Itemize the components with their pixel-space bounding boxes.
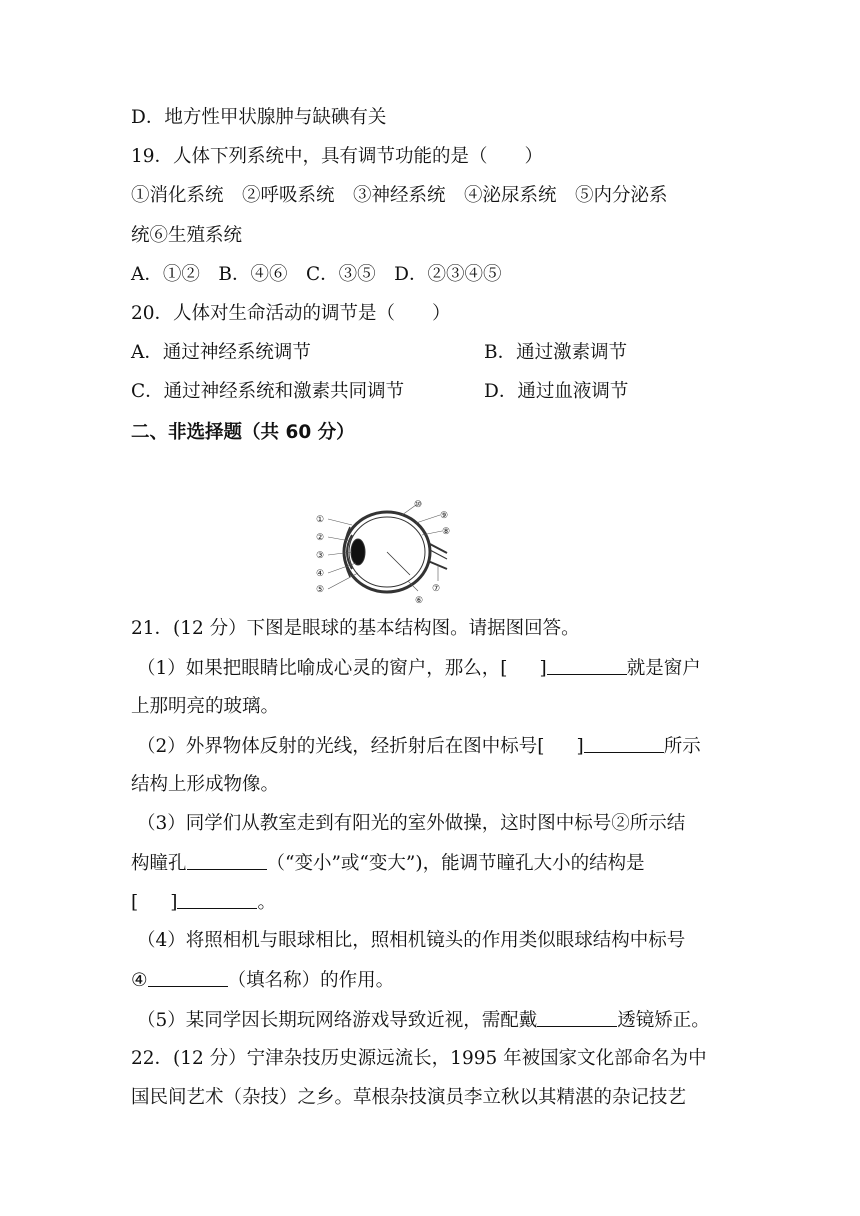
q21-part1-text-pre: （1）如果把眼睛比喻成心灵的窗户，那么，[ [137, 658, 508, 679]
q20-option-c: C．通过神经系统和激素共同调节 [131, 381, 405, 402]
period: 。 [257, 892, 276, 913]
label-5: ⑤ [316, 585, 325, 595]
q19-items-line1: ①消化系统 ②呼吸系统 ③神经系统 ④泌尿系统 ⑤内分泌系 [131, 185, 668, 206]
q21-part5-line [137, 1008, 710, 1033]
q21-part3-line2 [131, 851, 645, 876]
q21-part5-text-post: 透镜矫正。 [617, 1010, 710, 1031]
q21-part2-text-pre: （2）外界物体反射的光线，经折射后在图中标号[ [137, 736, 545, 757]
q20-stem: 20．人体对生命活动的调节是（ ） [131, 303, 451, 324]
label-4: ④ [316, 569, 325, 579]
q20-option-d: D．通过血液调节 [484, 381, 629, 402]
answer-blank[interactable] [177, 890, 257, 909]
q21-stem: 21．(12 分）下图是眼球的基本结构图。请据图回答。 [131, 618, 580, 639]
q19-stem: 19．人体下列系统中，具有调节功能的是（ ） [131, 146, 544, 167]
label-9: ⑨ [440, 511, 449, 521]
label-1: ① [316, 515, 325, 525]
bracket-close: ] [539, 658, 547, 679]
answer-blank[interactable] [584, 734, 664, 753]
q21-part4-line2 [131, 968, 394, 993]
label-6: ⑥ [415, 596, 424, 606]
q21-part2-line2: 结构上形成物像。 [131, 774, 280, 795]
q21-part1-line1 [137, 656, 701, 681]
eyeball-outline-icon [344, 512, 447, 592]
q21-part3-text-pre: 构瞳孔 [131, 853, 187, 874]
q21-part3-line3 [131, 890, 276, 915]
q21-part4-line1: （4）将照相机与眼球相比，照相机镜头的作用类似眼球结构中标号 [137, 930, 686, 951]
answer-blank[interactable] [537, 1008, 617, 1027]
q21-part1-text-post: 就是窗户 [626, 658, 701, 679]
label-10: ⑩ [414, 500, 423, 510]
q22-line2: 国民间艺术（杂技）之乡。草根杂技演员李立秋以其精湛的杂记技艺 [131, 1087, 687, 1108]
q21-part2-text-post: 所示 [663, 736, 701, 757]
section-heading: 二、非选择题（共 60 分） [131, 422, 355, 443]
q21-part3-line1: （3）同学们从教室走到有阳光的室外做操，这时图中标号②所示结 [137, 813, 686, 834]
q20-option-b: B．通过激素调节 [484, 342, 628, 363]
label-3: ③ [316, 551, 325, 561]
q21-part2-line1 [137, 734, 701, 759]
q21-part4-text-pre: ④ [131, 970, 148, 991]
q21-part4-text-post: （填名称）的作用。 [227, 970, 395, 991]
q18-option-d: D．地方性甲状腺肿与缺碘有关 [131, 107, 387, 128]
label-2: ② [316, 533, 325, 543]
bracket-close: ] [576, 736, 584, 757]
q21-part3-text-post: （“变小”或“变大”)，能调节瞳孔大小的结构是 [266, 853, 645, 874]
label-7: ⑦ [432, 584, 441, 594]
q22-line1: 22．(12 分）宁津杂技历史源远流长，1995 年被国家文化部命名为中 [131, 1048, 707, 1069]
eye-structure-diagram [312, 495, 462, 607]
q19-items-line2: 统⑥生殖系统 [131, 225, 243, 246]
q21-part5-text-pre: （5）某同学因长期玩网络游戏导致近视，需配戴 [137, 1010, 538, 1031]
answer-blank[interactable] [148, 968, 228, 987]
label-8: ⑧ [442, 527, 451, 537]
answer-blank[interactable] [187, 851, 267, 870]
bracket-open: [ [131, 892, 139, 913]
q20-option-a: A．通过神经系统调节 [131, 342, 311, 363]
q19-options: A．①② B．④⑥ C．③⑤ D．②③④⑤ [131, 264, 502, 285]
answer-blank[interactable] [547, 656, 627, 675]
q21-part1-line2: 上那明亮的玻璃。 [131, 696, 280, 717]
bracket-close: ] [170, 892, 178, 913]
